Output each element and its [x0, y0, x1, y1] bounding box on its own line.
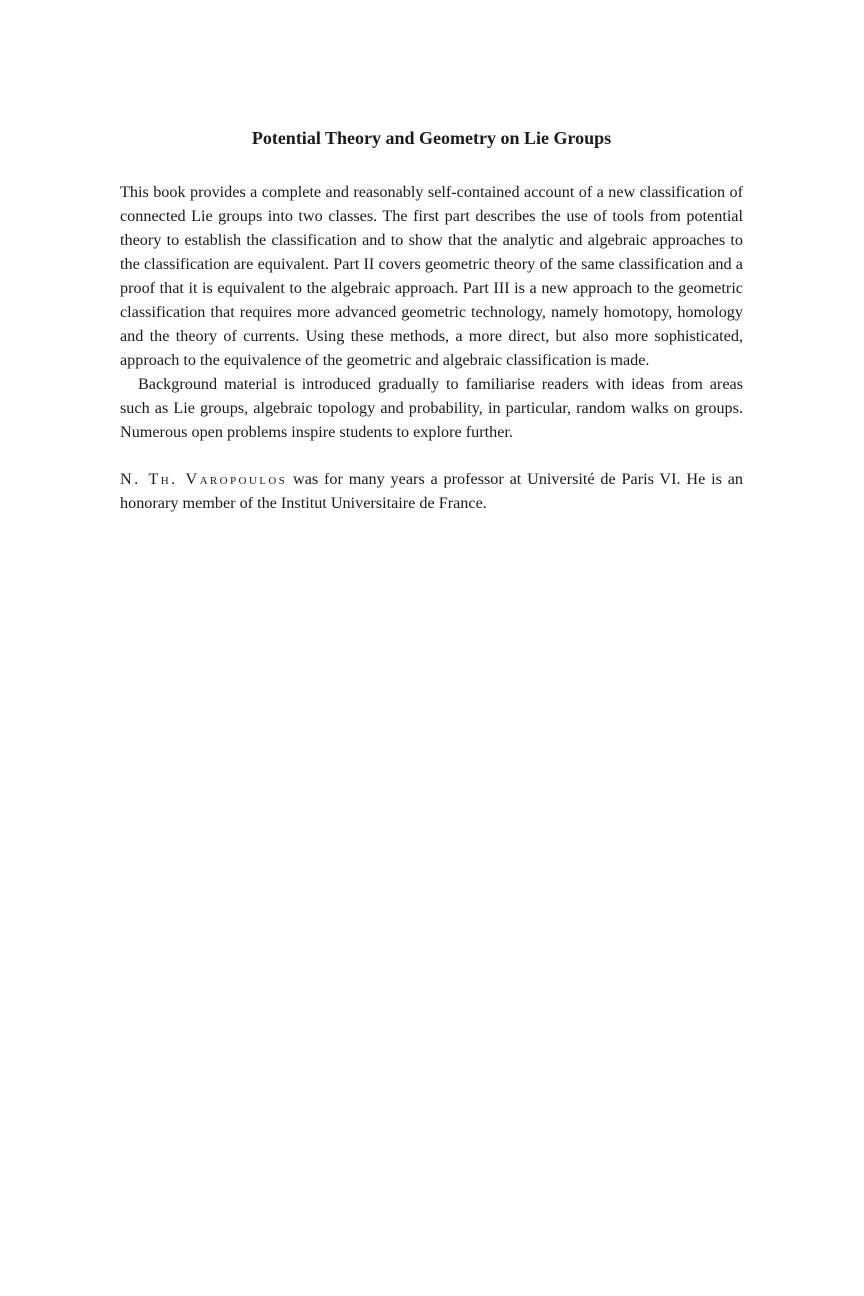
author-bio — [120, 467, 743, 515]
book-title: Potential Theory and Geometry on Lie Groups — [251, 128, 612, 148]
author-bio-text: was for many years a professor at Université de Paris VI. He is an honorary member of the Institut Universitaire de France. — [120, 470, 744, 512]
description-paragraph: This book provides a complete and reasonably self-contained account of a new classification of connected Lie groups into two classes. The first part describes the use of tools from potential theory to establish the classification and to show that the analytic and algebraic approaches to the classification are equivalent. Part II covers geometric theory of the same classification and a proof that it is equivalent to the algebraic approach. Part III is a new approach to the geometric classification that requires more advanced geometric technology, namely homotopy, homology and the theory of currents. Using these methods, a more direct, but also more sophisticated, approach to the equivalence of the geometric and algebraic classification is made. — [120, 183, 743, 369]
book-blurb-page — [120, 126, 743, 531]
background-paragraph: Background material is introduced gradually to familiarise readers with ideas from areas such as Lie groups, algebraic topology and probability, in particular, random walks on groups. Numerous open problems inspire students to explore further. — [120, 375, 743, 441]
author-name: N. Th. Varopoulos — [120, 470, 288, 488]
